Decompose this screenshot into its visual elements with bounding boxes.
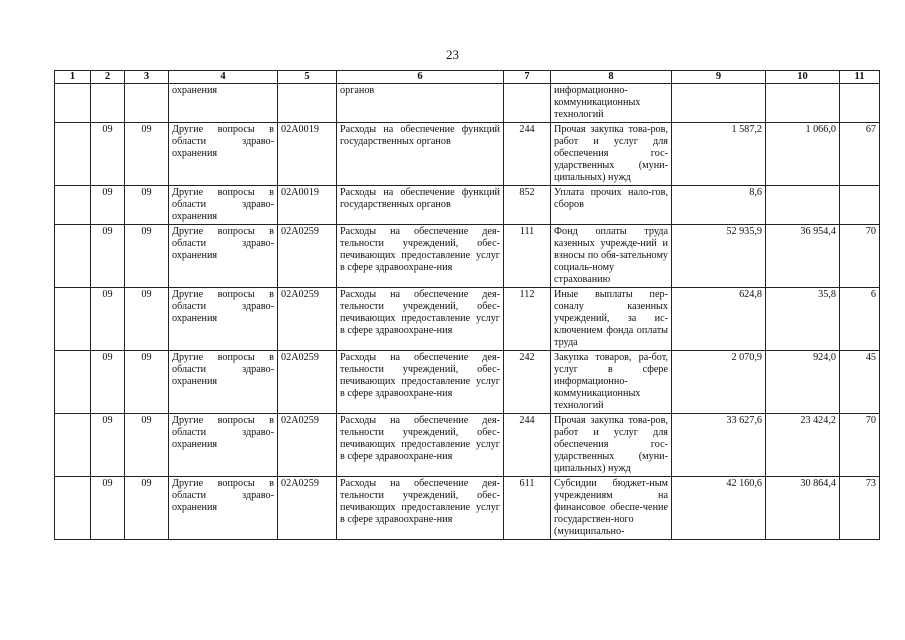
cell-expense-name: Уплата прочих нало-гов, сборов — [551, 186, 672, 225]
cell-subsection: 09 — [125, 288, 169, 351]
cell-col1 — [55, 351, 91, 414]
cell-percent: 70 — [840, 225, 880, 288]
cell-section: 09 — [91, 477, 125, 540]
table-row — [55, 225, 880, 288]
cell-target-code: 02А0019 — [278, 123, 337, 186]
cell-col1 — [55, 288, 91, 351]
cell-col1 — [55, 123, 91, 186]
cell-actual: 23 424,2 — [766, 414, 840, 477]
cell-name: Другие вопросы в области здраво-охранения — [169, 477, 278, 540]
page-number: 23 — [446, 47, 459, 62]
cell-target-code: 02А0259 — [278, 351, 337, 414]
col-header-1: 1 — [55, 71, 91, 84]
cell-expense-name: Прочая закупка това-ров, работ и услуг для обеспечения гос-ударственных (муни-ципальных) нужд — [551, 123, 672, 186]
table-row — [55, 414, 880, 477]
cell-actual: 30 864,4 — [766, 477, 840, 540]
cell-percent: 70 — [840, 414, 880, 477]
cell-target-name: Расходы на обеспечение дея-тельности учреждений, обес-печивающих предоставление услуг в сфере здравоохране-ния — [337, 477, 504, 540]
cell-actual: 924,0 — [766, 351, 840, 414]
cell-target-name: Расходы на обеспечение дея-тельности учреждений, обес-печивающих предоставление услуг в сфере здравоохране-ния — [337, 351, 504, 414]
cell-col1 — [55, 186, 91, 225]
table-row — [55, 351, 880, 414]
cell-plan: 624,8 — [672, 288, 766, 351]
col-header-11: 11 — [840, 71, 880, 84]
cell-target-name: органов — [337, 84, 504, 123]
cell-percent: 45 — [840, 351, 880, 414]
cell-actual — [766, 186, 840, 225]
cell-target-name: Расходы на обеспечение дея-тельности учреждений, обес-печивающих предоставление услуг в сфере здравоохране-ния — [337, 414, 504, 477]
cell-subsection: 09 — [125, 225, 169, 288]
cell-expense-code: 852 — [504, 186, 551, 225]
cell-target-code: 02А0259 — [278, 225, 337, 288]
cell-name: Другие вопросы в области здраво-охранения — [169, 123, 278, 186]
cell-plan: 33 627,6 — [672, 414, 766, 477]
cell-target-code: 02А0019 — [278, 186, 337, 225]
table-row — [55, 477, 880, 540]
table-row — [55, 186, 880, 225]
cell-target-code: 02А0259 — [278, 414, 337, 477]
col-header-3: 3 — [125, 71, 169, 84]
table-row — [55, 84, 880, 123]
cell-col1 — [55, 477, 91, 540]
header-row — [55, 71, 880, 84]
budget-table — [54, 70, 880, 540]
cell-name: охранения — [169, 84, 278, 123]
cell-percent: 73 — [840, 477, 880, 540]
cell-subsection: 09 — [125, 414, 169, 477]
cell-name: Другие вопросы в области здраво-охранения — [169, 225, 278, 288]
col-header-4: 4 — [169, 71, 278, 84]
cell-plan: 42 160,6 — [672, 477, 766, 540]
cell-plan: 1 587,2 — [672, 123, 766, 186]
cell-percent — [840, 186, 880, 225]
cell-subsection: 09 — [125, 186, 169, 225]
cell-target-name: Расходы на обеспечение функций государственных органов — [337, 123, 504, 186]
cell-name: Другие вопросы в области здраво-охранения — [169, 288, 278, 351]
cell-subsection: 09 — [125, 351, 169, 414]
cell-plan — [672, 84, 766, 123]
col-header-2: 2 — [91, 71, 125, 84]
table-row — [55, 123, 880, 186]
cell-expense-name: Фонд оплаты труда казенных учрежде-ний и взносы по обя-зательному социаль-ному страхованию — [551, 225, 672, 288]
col-header-5: 5 — [278, 71, 337, 84]
cell-percent — [840, 84, 880, 123]
cell-expense-code — [504, 84, 551, 123]
cell-target-code: 02А0259 — [278, 477, 337, 540]
cell-target-name: Расходы на обеспечение дея-тельности учреждений, обес-печивающих предоставление услуг в сфере здравоохране-ния — [337, 225, 504, 288]
cell-expense-code: 611 — [504, 477, 551, 540]
cell-subsection: 09 — [125, 123, 169, 186]
col-header-8: 8 — [551, 71, 672, 84]
cell-section: 09 — [91, 225, 125, 288]
cell-name: Другие вопросы в области здраво-охранения — [169, 186, 278, 225]
cell-subsection — [125, 84, 169, 123]
cell-section: 09 — [91, 414, 125, 477]
cell-section: 09 — [91, 123, 125, 186]
cell-expense-name: Закупка товаров, ра-бот, услуг в сфере информационно-коммуникационных технологий — [551, 351, 672, 414]
cell-actual: 35,8 — [766, 288, 840, 351]
cell-name: Другие вопросы в области здраво-охранения — [169, 351, 278, 414]
cell-target-name: Расходы на обеспечение дея-тельности учреждений, обес-печивающих предоставление услуг в сфере здравоохране-ния — [337, 288, 504, 351]
cell-expense-code: 112 — [504, 288, 551, 351]
table-row — [55, 288, 880, 351]
cell-expense-code: 244 — [504, 123, 551, 186]
cell-plan: 8,6 — [672, 186, 766, 225]
cell-expense-name: Прочая закупка това-ров, работ и услуг для обеспечения гос-ударственных (муни-ципальных) нужд — [551, 414, 672, 477]
cell-subsection: 09 — [125, 477, 169, 540]
cell-expense-code: 244 — [504, 414, 551, 477]
cell-percent: 67 — [840, 123, 880, 186]
cell-target-name: Расходы на обеспечение функций государственных органов — [337, 186, 504, 225]
cell-section: 09 — [91, 351, 125, 414]
cell-col1 — [55, 414, 91, 477]
cell-expense-code: 242 — [504, 351, 551, 414]
col-header-7: 7 — [504, 71, 551, 84]
cell-col1 — [55, 225, 91, 288]
cell-name: Другие вопросы в области здраво-охранения — [169, 414, 278, 477]
cell-expense-name: Иные выплаты пер-соналу казенных учреждений, за ис-ключением фонда оплаты труда — [551, 288, 672, 351]
cell-expense-name: информационно-коммуникационных технологий — [551, 84, 672, 123]
col-header-6: 6 — [337, 71, 504, 84]
cell-plan: 2 070,9 — [672, 351, 766, 414]
cell-section: 09 — [91, 186, 125, 225]
cell-target-code: 02А0259 — [278, 288, 337, 351]
cell-section: 09 — [91, 288, 125, 351]
cell-plan: 52 935,9 — [672, 225, 766, 288]
cell-section — [91, 84, 125, 123]
cell-actual: 1 066,0 — [766, 123, 840, 186]
cell-target-code — [278, 84, 337, 123]
cell-actual: 36 954,4 — [766, 225, 840, 288]
cell-expense-code: 111 — [504, 225, 551, 288]
cell-expense-name: Субсидии бюджет-ным учреждениям на финансовое обеспе-чение государствен-ного (муниципально- — [551, 477, 672, 540]
col-header-10: 10 — [766, 71, 840, 84]
col-header-9: 9 — [672, 71, 766, 84]
cell-col1 — [55, 84, 91, 123]
cell-percent: 6 — [840, 288, 880, 351]
cell-actual — [766, 84, 840, 123]
